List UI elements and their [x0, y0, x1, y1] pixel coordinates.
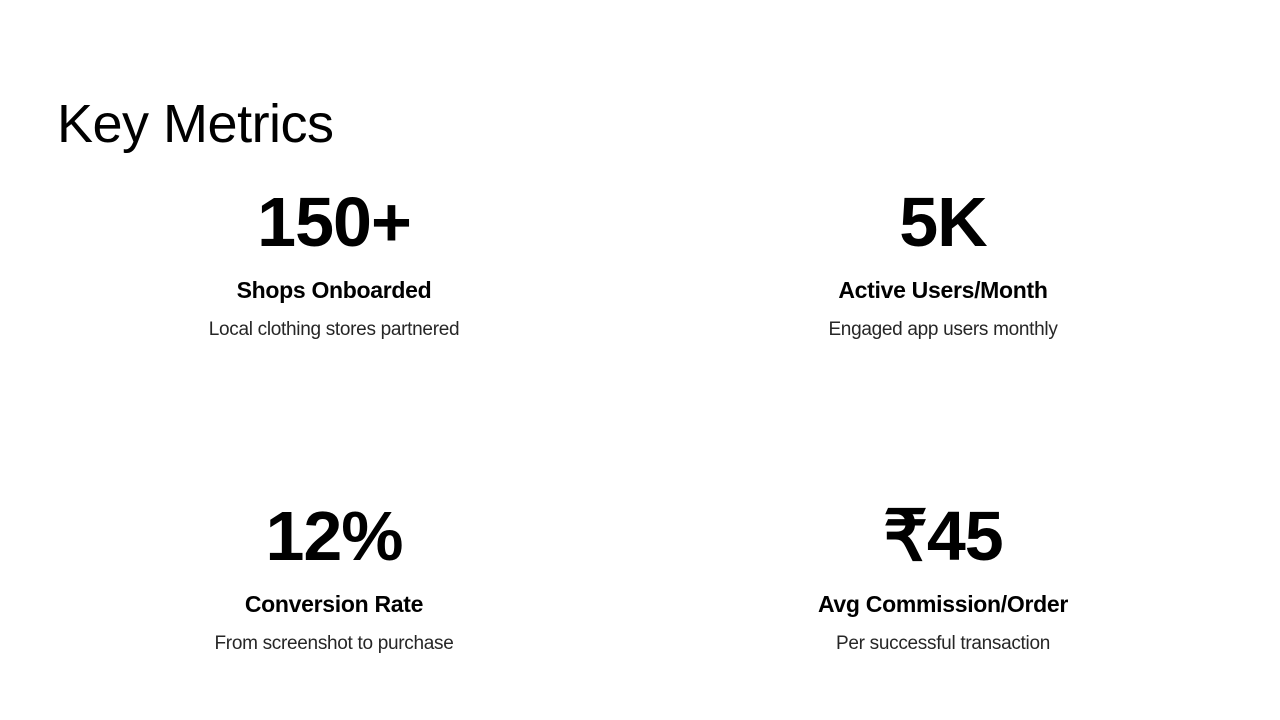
stat-value: ₹45 — [883, 497, 1003, 575]
stat-block-avg-commission — [683, 497, 1203, 655]
stat-value: 150+ — [257, 183, 411, 261]
stat-label: Avg Commission/Order — [817, 591, 1069, 617]
stat-block-active-users — [683, 183, 1203, 341]
stat-value: 12% — [265, 497, 403, 575]
stat-description: Local clothing stores partnered — [208, 318, 460, 340]
stat-block-shops-onboarded — [74, 183, 594, 341]
stat-label: Shops Onboarded — [236, 277, 432, 303]
stat-label: Active Users/Month — [838, 277, 1048, 303]
stat-block-conversion-rate — [74, 497, 594, 655]
stat-description: From screenshot to purchase — [214, 632, 454, 654]
stat-description: Engaged app users monthly — [828, 318, 1058, 340]
page-title: Key Metrics — [57, 94, 334, 155]
stat-label: Conversion Rate — [244, 591, 424, 617]
stat-value: 5K — [899, 183, 987, 261]
stat-description: Per successful transaction — [836, 632, 1050, 654]
